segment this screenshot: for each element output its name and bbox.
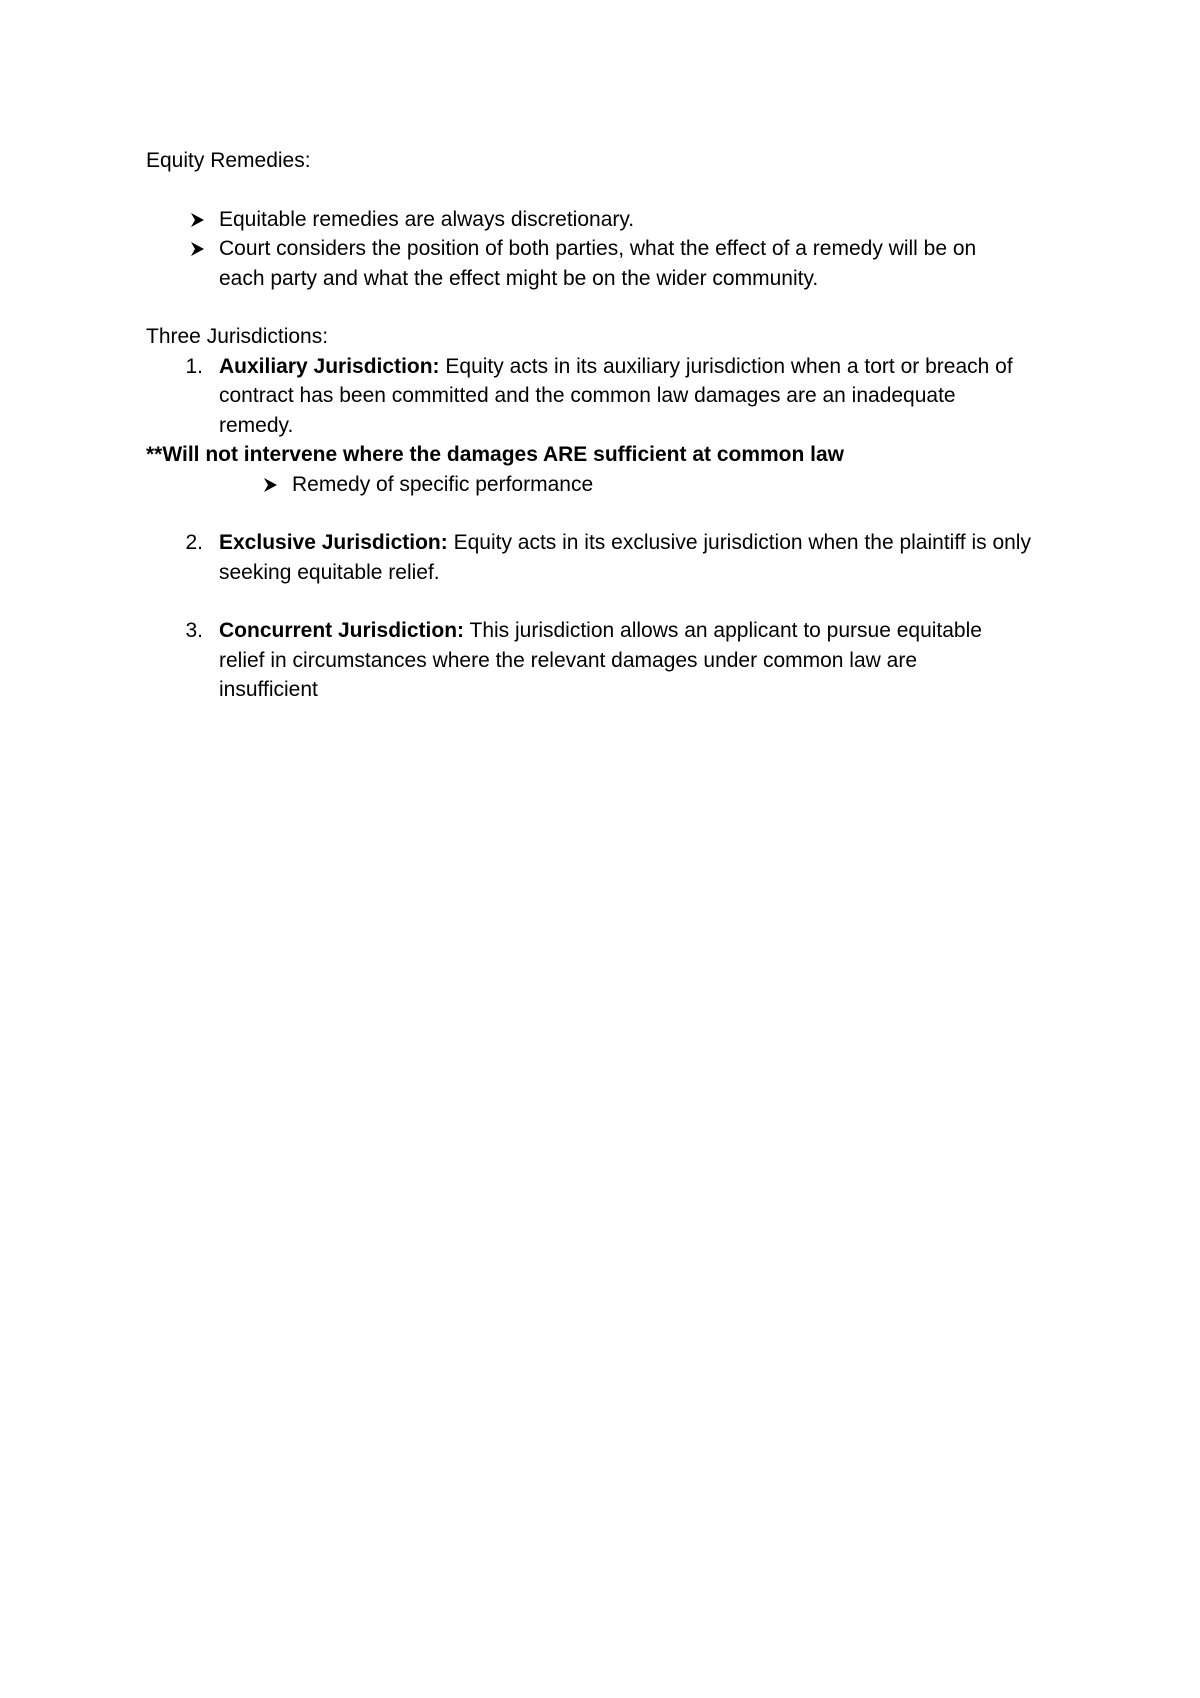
jurisdiction-item: [146, 352, 1076, 441]
bullet-line: Court considers the position of both parties, what the effect of a remedy will be on: [219, 237, 977, 260]
item-number: 3.: [185, 619, 203, 642]
jurisdiction-title: Concurrent Jurisdiction:: [219, 619, 465, 642]
jurisdiction-line: contract has been committed and the common law damages are an inadequate: [219, 384, 956, 407]
arrow-bullet-icon: [146, 205, 219, 235]
jurisdiction-text: [219, 528, 1076, 587]
jurisdiction-line: Equity acts in its auxiliary jurisdiction when a tort or breach of: [439, 354, 1013, 378]
bullet-text: [219, 205, 1076, 235]
spacer: [146, 176, 1076, 205]
bullet-list: [146, 205, 1076, 294]
bullet-line: Equitable remedies are always discretionary.: [219, 207, 635, 231]
jurisdiction-line: This jurisdiction allows an applicant to pursue equitable: [464, 619, 982, 642]
arrow-bullet-icon: [219, 470, 292, 500]
jurisdiction-line: Equity acts in its exclusive jurisdiction when the plaintiff is only: [447, 531, 1031, 554]
bullet-text: [219, 234, 1076, 293]
note-line: [146, 440, 1076, 470]
heading-three-jurisdictions: Three Jurisdictions:: [146, 325, 329, 348]
jurisdiction-text: [219, 616, 1076, 705]
spacer: [146, 293, 1076, 322]
document-body: [146, 146, 1076, 705]
jurisdiction-title: Auxiliary Jurisdiction:: [219, 354, 440, 378]
arrow-bullet-icon: [146, 234, 219, 264]
bullet-line: each party and what the effect might be on the wider community.: [219, 266, 819, 290]
jurisdiction-line: seeking equitable relief.: [219, 560, 440, 584]
jurisdiction-item: [146, 616, 1076, 705]
item-number: 1.: [185, 354, 203, 378]
jurisdiction-title: Exclusive Jurisdiction:: [219, 531, 448, 554]
jurisdiction-line: insufficient: [219, 678, 318, 701]
bullet-item: [146, 205, 1076, 235]
note-text: **Will not intervene where the damages ARE sufficient at common law: [146, 443, 845, 466]
jurisdiction-line: remedy.: [219, 413, 294, 437]
jurisdiction-text: [219, 352, 1076, 441]
bullet-item: [146, 234, 1076, 293]
jurisdiction-line: relief in circumstances where the relevant damages under common law are: [219, 648, 917, 672]
sub-bullet-item: [219, 470, 1076, 500]
sub-bullet-text: Remedy of specific performance: [292, 472, 594, 496]
jurisdiction-item: [146, 528, 1076, 587]
spacer: [146, 499, 1076, 528]
item-number: 2.: [185, 531, 203, 554]
heading-equity-remedies: Equity Remedies:: [146, 149, 311, 172]
spacer: [146, 587, 1076, 616]
